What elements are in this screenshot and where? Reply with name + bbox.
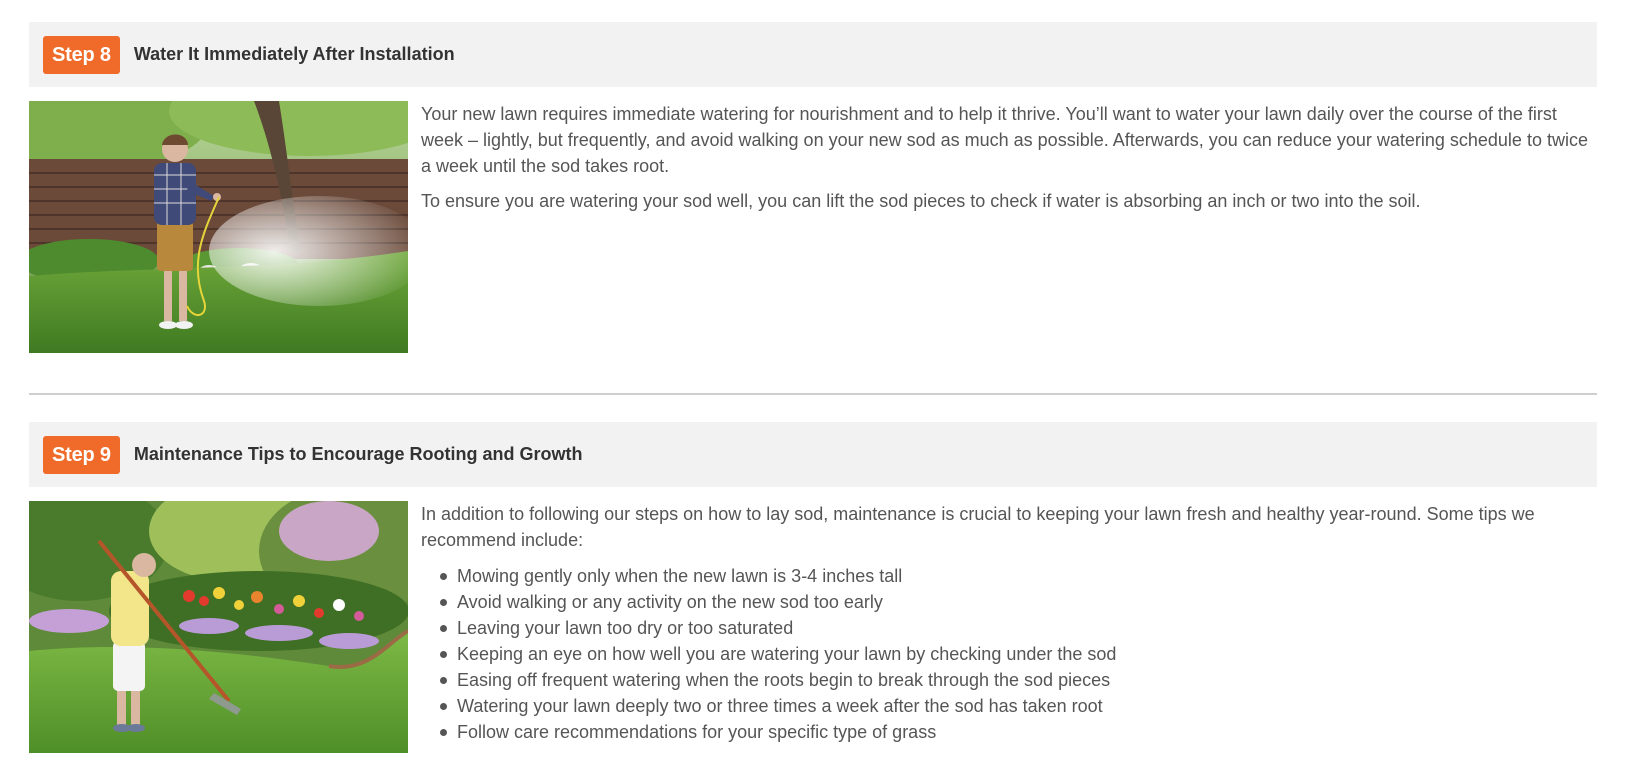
step-9-section bbox=[29, 422, 1597, 753]
list-item: Easing off frequent watering when the roots begin to break through the sod pieces bbox=[457, 667, 1597, 693]
step-8-body bbox=[29, 101, 1597, 353]
list-item: Keeping an eye on how well you are watering your lawn by checking under the sod bbox=[457, 641, 1597, 667]
step-8-header bbox=[29, 22, 1597, 87]
list-item: Leaving your lawn too dry or too saturated bbox=[457, 615, 1597, 641]
step-8-text bbox=[421, 101, 1597, 353]
step-9-intro: In addition to following our steps on how to lay sod, maintenance is crucial to keeping your lawn fresh and healthy year-round. Some tips we recommend include: bbox=[421, 504, 1535, 550]
man-watering-lawn-photo bbox=[29, 101, 408, 353]
list-item: Mowing gently only when the new lawn is 3-4 inches tall bbox=[457, 563, 1597, 589]
man-raking-garden-photo bbox=[29, 501, 408, 753]
list-item: Avoid walking or any activity on the new sod too early bbox=[457, 589, 1597, 615]
list-item: Follow care recommendations for your specific type of grass bbox=[457, 719, 1597, 745]
step-9-badge: Step 9 bbox=[43, 436, 120, 474]
step-9-header bbox=[29, 422, 1597, 487]
step-8-badge: Step 8 bbox=[43, 36, 120, 74]
step-8-title: Water It Immediately After Installation bbox=[133, 44, 455, 64]
step-8-paragraph-1: Your new lawn requires immediate watering for nourishment and to help it thrive. You’ll want to water your lawn daily over the course of the first week – lightly, but frequently, and avoid walking on your new sod as much as possible. Afterwards, you can reduce your watering schedule to twice a week until the sod takes root. bbox=[421, 104, 1588, 176]
article-content bbox=[29, 22, 1597, 753]
step-9-title: Maintenance Tips to Encourage Rooting and Growth bbox=[133, 444, 583, 464]
step-9-body bbox=[29, 501, 1597, 753]
step-8-section bbox=[29, 22, 1597, 353]
section-divider bbox=[29, 393, 1597, 395]
list-item: Watering your lawn deeply two or three times a week after the sod has taken root bbox=[457, 693, 1597, 719]
step-8-paragraph-2: To ensure you are watering your sod well, you can lift the sod pieces to check if water is absorbing an inch or two into the soil. bbox=[421, 191, 1421, 211]
maintenance-tips-list bbox=[421, 563, 1597, 745]
step-9-text bbox=[421, 501, 1597, 753]
